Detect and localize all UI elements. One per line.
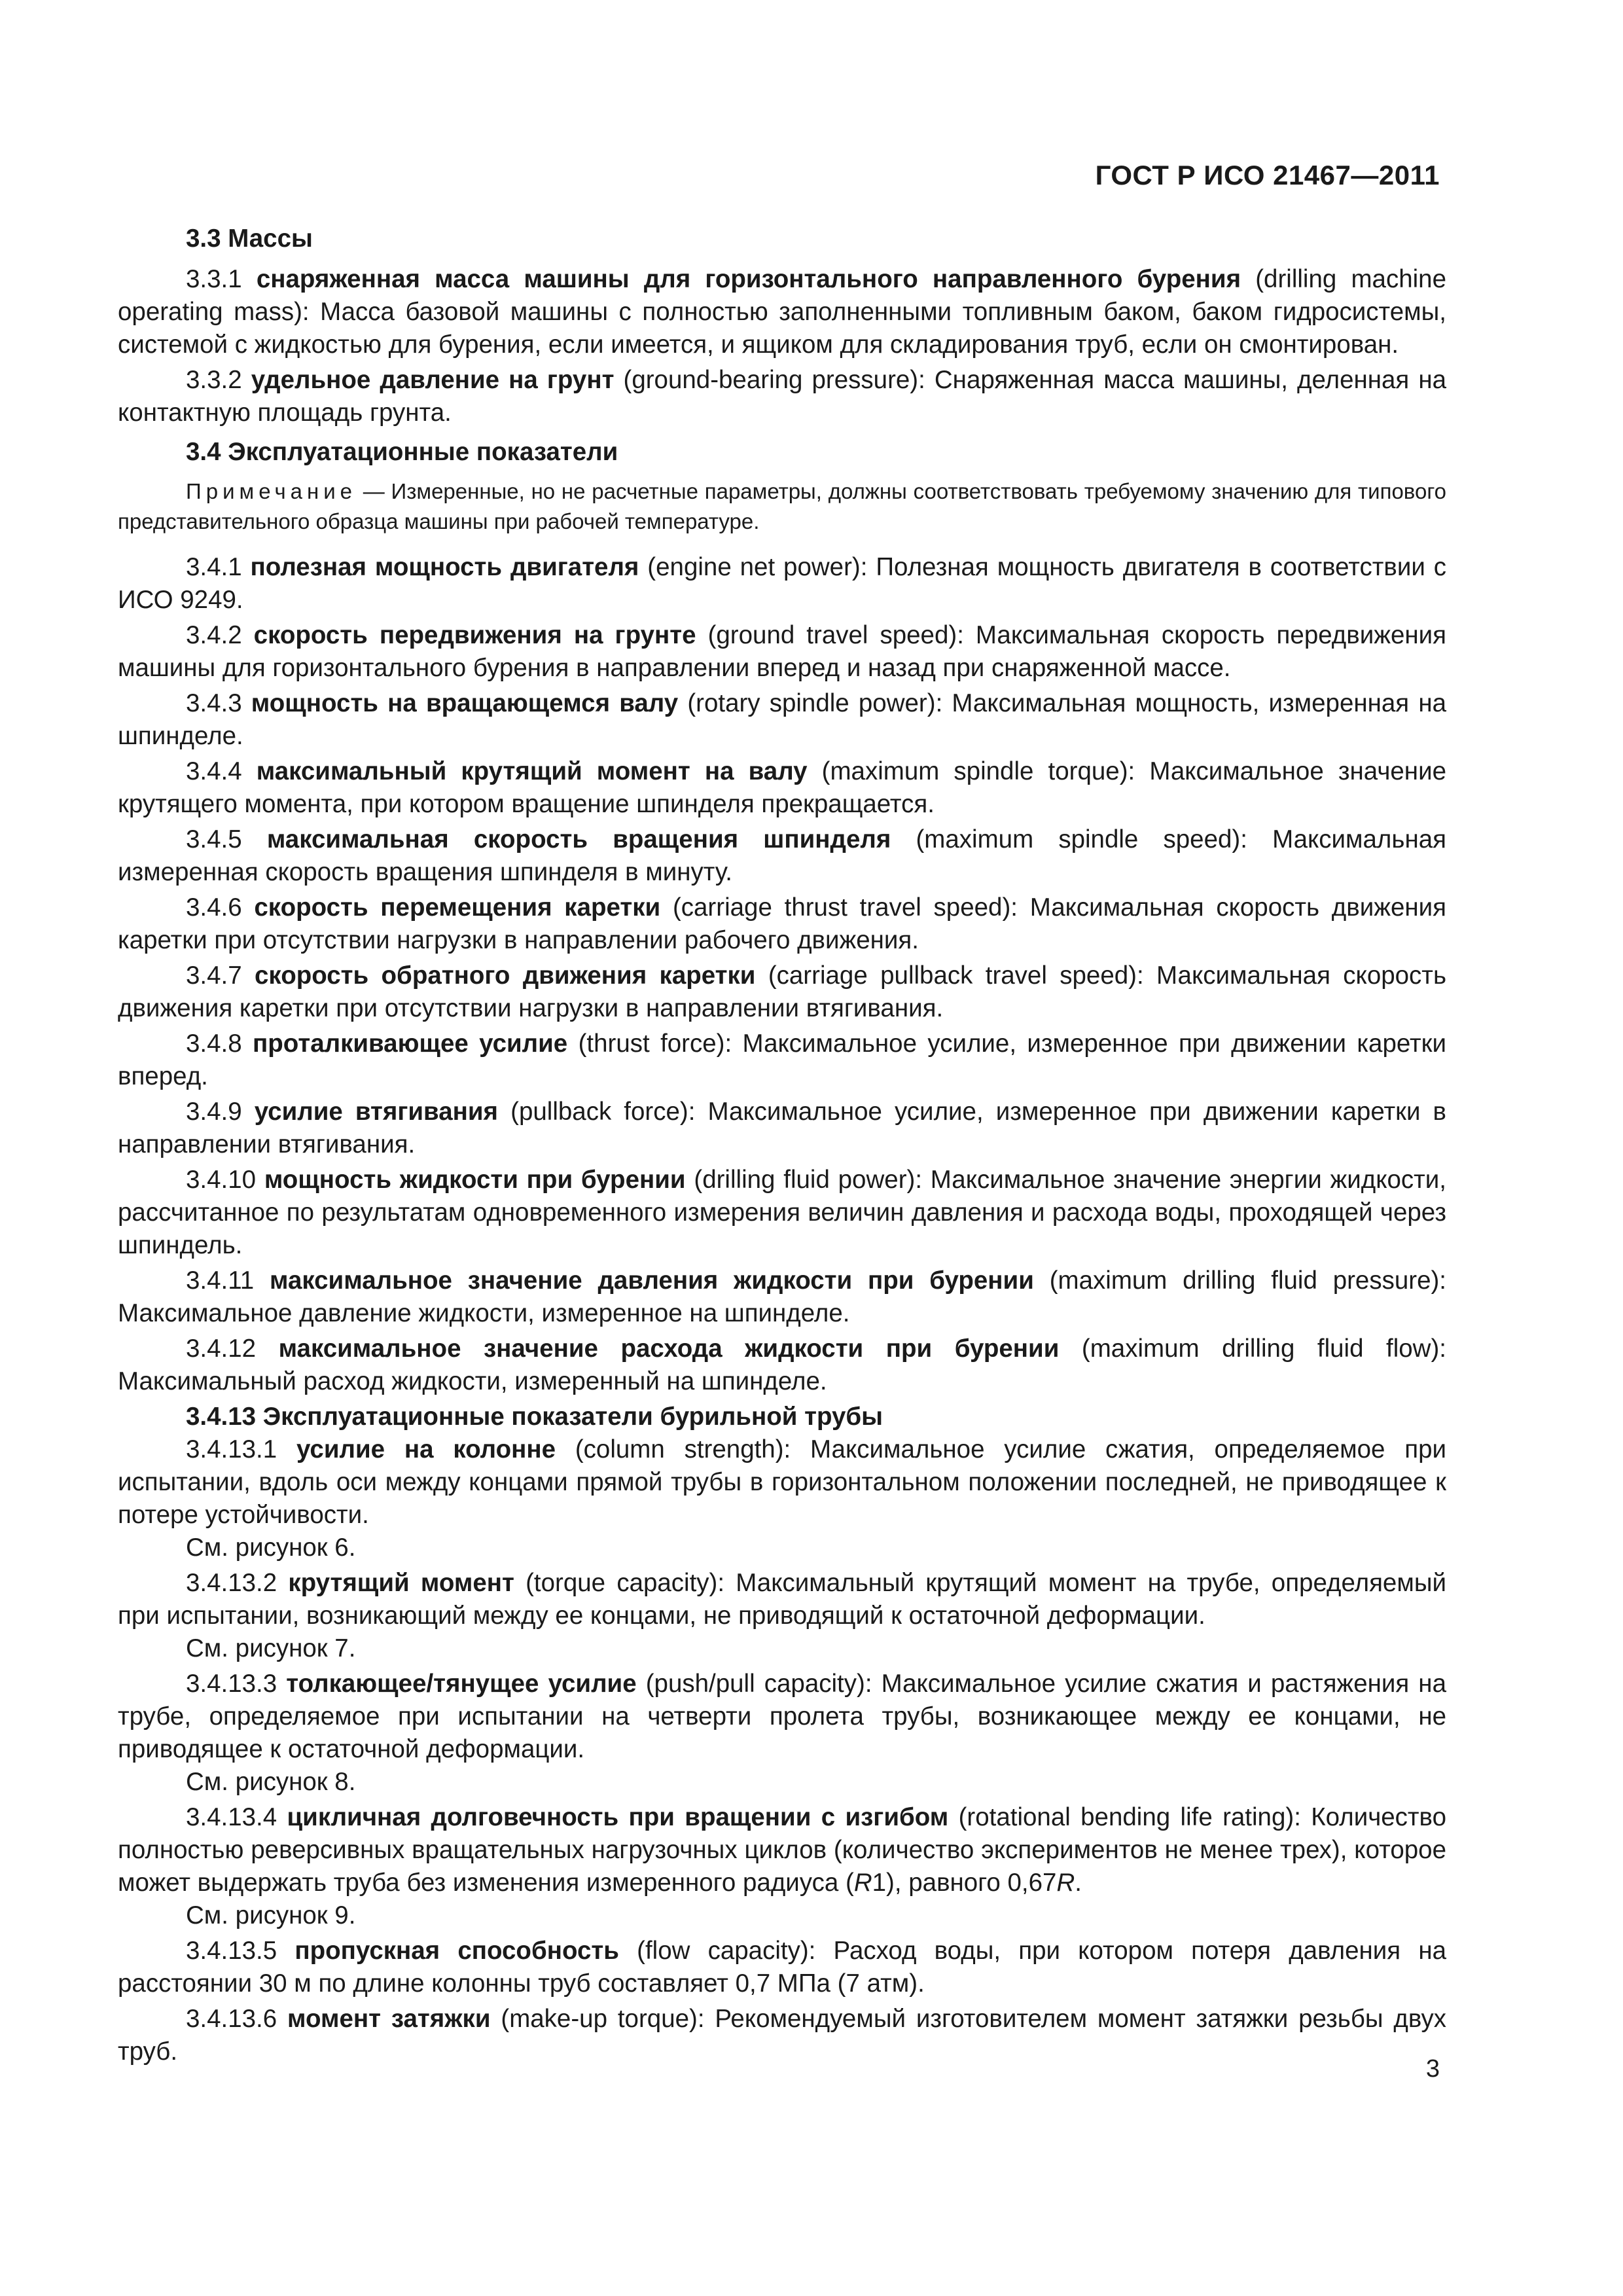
term-number: 3.4.12 [186,1335,279,1363]
term-number: 3.4.9 [186,1098,255,1126]
term-3-4-13-6 [118,2003,1446,2068]
term-name: усилие на колонне [296,1435,556,1463]
term-number: 3.4.3 [186,689,251,717]
term-definition: (push/pull capacity): Максимальное усилие сжатия и растяжения на трубе, определяемое при испытании на четверти пролета трубы, возникающее между ее концами, не приводящее к остаточной деформации. [118,1670,1446,1763]
document-header: ГОСТ Р ИСО 21467—2011 [1095,160,1440,190]
figure-reference: См. рисунок 8. [186,1768,356,1796]
term-definition: (maximum drilling fluid pressure): Максимальное давление жидкости, измеренное на шпинделе. [118,1266,1446,1327]
term-number: 3.3.1 [186,265,257,293]
term-3-4-13-1 [118,1433,1446,1532]
term-definition: (flow capacity): Расход воды, при котором потеря давления на расстоянии 30 м по длине колонны труб составляет 0,7 МПа (7 атм). [118,1937,1446,1998]
term-name: толкающее/тянущее усилие [286,1670,637,1698]
term-number: 3.4.13.3 [186,1670,287,1698]
term-3-4-11 [118,1265,1446,1330]
term-definition: (column strength): Максимальное усилие сжатия, определяемое при испытании, вдоль оси между концами прямой трубы в горизонтальном положении последней, не приводящее к потере устойчивости. [118,1435,1446,1529]
term-definition: (rotational bending life rating): Количество полностью реверсивных вращательных нагрузочных циклов (количество экспериментов не менее трех), которое может выдержать труба без изменения измеренного радиуса ( [118,1803,1446,1897]
term-number: 3.4.13.4 [186,1803,287,1831]
term-definition: (ground travel speed): Максимальная скорость передвижения машины для горизонтального бурения в направлении вперед и назад при снаряженной массе. [118,621,1447,682]
term-number: 3.4.5 [186,825,267,853]
term-3-4-13-4 [118,1801,1446,1899]
term-number: 3.4.8 [186,1030,253,1058]
term-definition: (maximum spindle torque): Максимальное значение крутящего момента, при котором вращение шпинделя прекращается. [118,757,1446,818]
term-definition: (drilling machine operating mass): Масса базовой машины с полностью заполненными топливным баком, баком гидросистемы, системой с жидкостью для бурения, если имеется, и ящиком для складирования труб, если он смонтирован. [118,265,1447,359]
term-name: усилие втягивания [254,1098,499,1126]
term-name: мощность на вращающемся валу [251,689,679,717]
term-definition: 1), равного 0,67 [872,1869,1057,1897]
variable-r: R [1056,1869,1075,1897]
term-number: 3.3.2 [186,366,251,394]
term-definition: . [1075,1869,1082,1897]
term-name: скорость передвижения на грунте [253,621,696,649]
term-3-4-6 [118,891,1446,957]
note [118,476,1446,537]
term-name: удельное давление на грунт [251,366,615,394]
subsection-heading-3-4-13: 3.4.13 Эксплуатационные показатели бурильной трубы [186,1403,883,1431]
term-3-4-1 [118,551,1446,617]
term-name: максимальная скорость вращения шпинделя [266,825,891,853]
term-name: скорость перемещения каретки [254,893,661,922]
term-3-3-1 [118,263,1446,361]
term-3-4-3 [118,687,1446,753]
term-definition: (pullback force): Максимальное усилие, измеренное при движении каретки в направлении втягивания. [118,1098,1446,1158]
term-3-4-13-2 [118,1567,1446,1632]
term-number: 3.4.13.2 [186,1569,289,1597]
term-number: 3.4.13.1 [186,1435,296,1463]
term-definition: (maximum drilling fluid flow): Максимальный расход жидкости, измеренный на шпинделе. [118,1335,1446,1395]
term-3-4-13-5 [118,1935,1446,2000]
term-3-4-2 [118,619,1446,685]
term-name: скорость обратного движения каретки [255,961,756,990]
document-body [118,223,1446,2071]
term-name: крутящий момент [288,1569,514,1597]
term-definition: (carriage thrust travel speed): Максимальная скорость движения каретки при отсутствии нагрузки в направлении рабочего движения. [118,893,1447,954]
term-3-4-8 [118,1028,1446,1093]
term-number: 3.4.13.5 [186,1937,295,1965]
term-name: максимальное значение давления жидкости при бурении [270,1266,1034,1295]
term-definition: (drilling fluid power): Максимальное значение энергии жидкости, рассчитанное по результатам одновременного измерения величин давления и расхода воды, проходящей через шпиндель. [118,1166,1446,1259]
term-definition: (carriage pullback travel speed): Максимальная скорость движения каретки при отсутствии нагрузки в направлении втягивания. [118,961,1447,1022]
term-number: 3.4.2 [186,621,254,649]
term-name: цикличная долговечность при вращении с изгибом [287,1803,949,1831]
term-number: 3.4.7 [186,961,255,990]
term-name: момент затяжки [287,2005,491,2033]
term-3-4-13-3 [118,1668,1446,1766]
term-definition: (thrust force): Максимальное усилие, измеренное при движении каретки вперед. [118,1030,1446,1090]
term-name: снаряженная масса машины для горизонтального направленного бурения [256,265,1241,293]
term-definition: (torque capacity): Максимальный крутящий момент на трубе, определяемый при испытании, возникающий между ее концами, не приводящий к остаточной деформации. [118,1569,1446,1630]
term-number: 3.4.1 [186,553,251,581]
term-3-3-2 [118,364,1446,429]
term-name: максимальный крутящий момент на валу [256,757,808,785]
term-3-4-10 [118,1164,1446,1262]
term-definition: (rotary spindle power): Максимальная мощность, измеренная на шпинделе. [118,689,1446,750]
variable-r: R [853,1869,872,1897]
section-heading-3-3: 3.3 Массы [186,224,313,253]
term-number: 3.4.4 [186,757,257,785]
term-definition: (ground-bearing pressure): Снаряженная масса машины, деленная на контактную площадь грунта. [118,366,1446,427]
figure-reference: См. рисунок 6. [186,1534,356,1562]
term-3-4-4 [118,755,1446,821]
term-number: 3.4.10 [186,1166,264,1194]
term-definition: (engine net power): Полезная мощность двигателя в соответствии с ИСО 9249. [118,553,1447,614]
term-number: 3.4.13.6 [186,2005,288,2033]
note-label: Примечание [186,479,357,503]
term-3-4-9 [118,1096,1446,1161]
term-name: мощность жидкости при бурении [264,1166,686,1194]
term-definition: (make-up torque): Рекомендуемый изготовителем момент затяжки резьбы двух труб. [118,2005,1446,2066]
term-3-4-5 [118,823,1446,889]
note-text: — Измеренные, но не расчетные параметры, должны соответствовать требуемому значению для типового представительного образца машины при рабочей температуре. [118,479,1446,533]
term-name: пропускная способность [294,1937,619,1965]
section-heading-3-4: 3.4 Эксплуатационные показатели [186,438,618,466]
term-definition: (maximum spindle speed): Максимальная измеренная скорость вращения шпинделя в минуту. [118,825,1446,886]
page-number: 3 [1425,2055,1440,2083]
term-number: 3.4.11 [186,1266,270,1295]
term-3-4-12 [118,1333,1446,1398]
term-3-4-7 [118,960,1446,1025]
figure-reference: См. рисунок 9. [186,1901,356,1929]
term-number: 3.4.6 [186,893,255,922]
term-name: полезная мощность двигателя [250,553,639,581]
figure-reference: См. рисунок 7. [186,1634,356,1662]
term-name: проталкивающее усилие [253,1030,568,1058]
term-name: максимальное значение расхода жидкости при бурении [278,1335,1060,1363]
